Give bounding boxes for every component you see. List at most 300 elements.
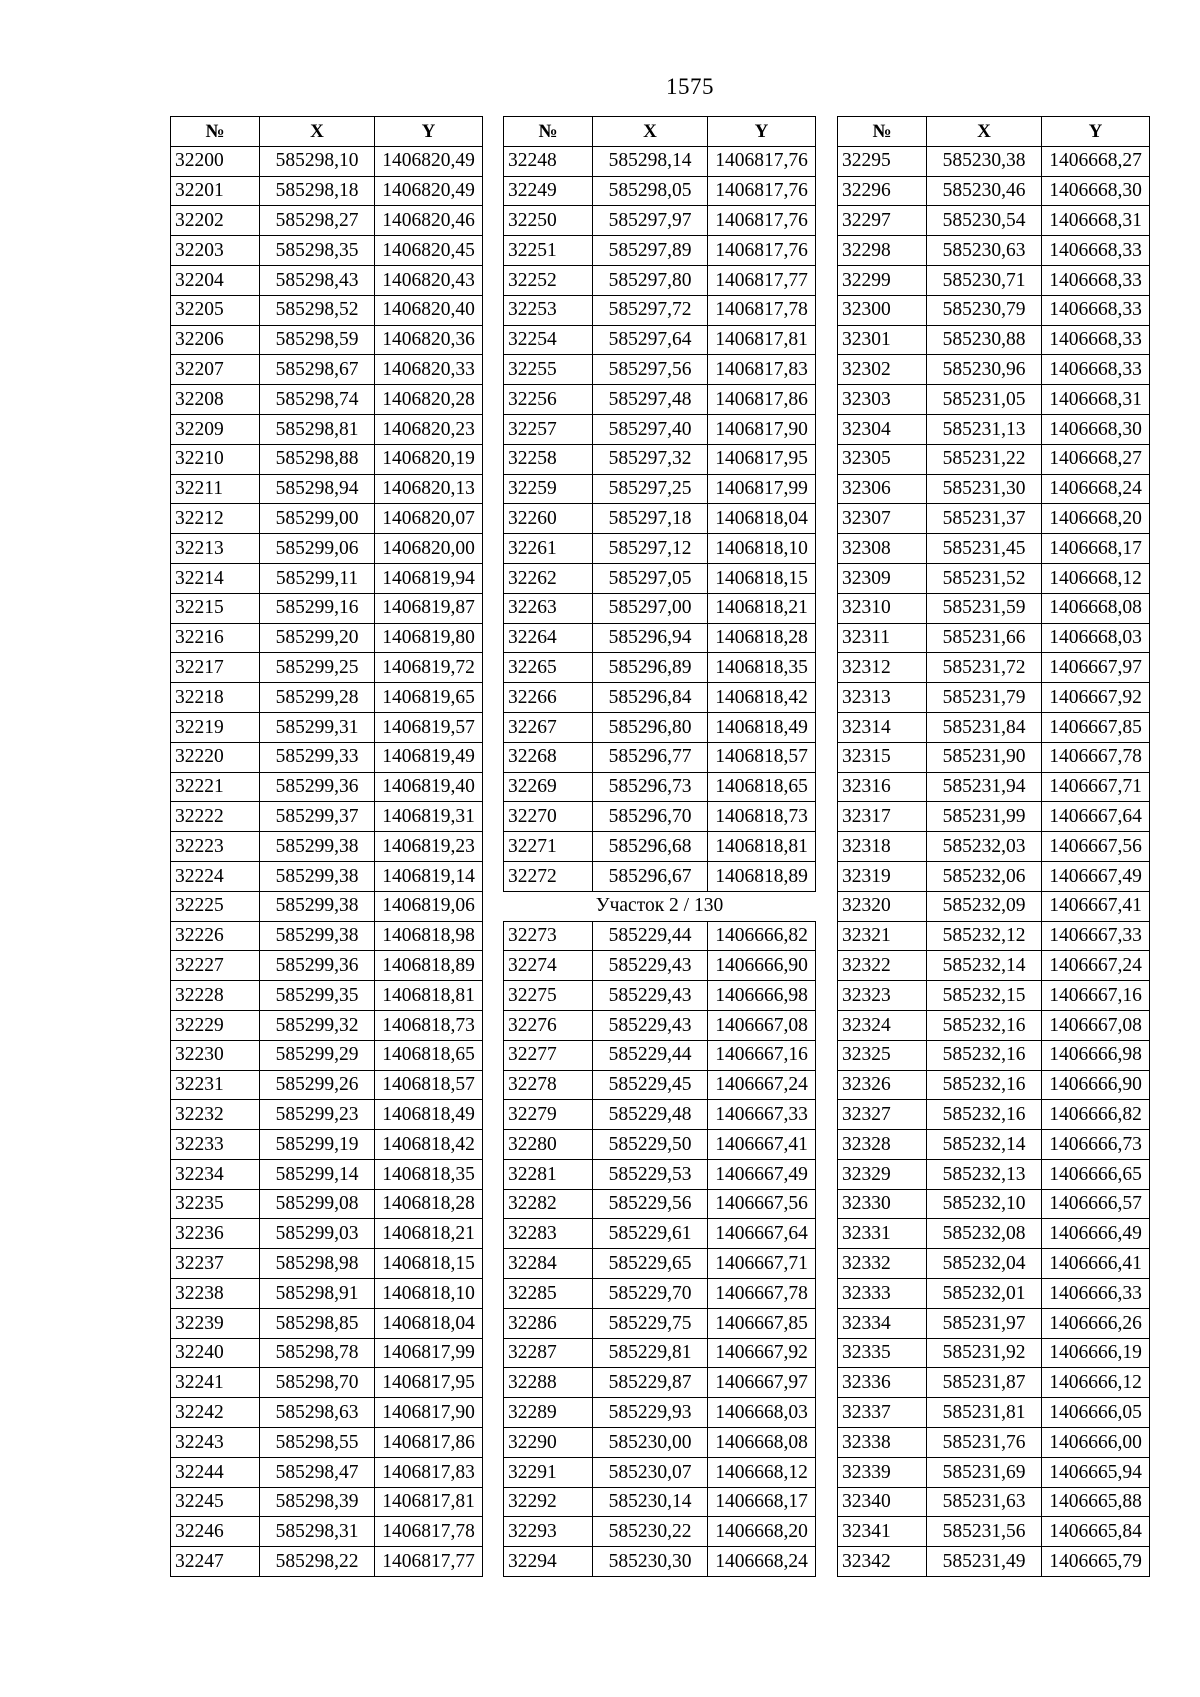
x-coordinate-cell: 585299,14: [260, 1159, 375, 1189]
table-row: [171, 1338, 483, 1368]
point-number-cell: 32337: [838, 1398, 927, 1428]
x-coordinate-cell: 585299,38: [260, 832, 375, 862]
x-coordinate-cell: 585231,90: [927, 742, 1042, 772]
x-coordinate-cell: 585229,44: [593, 921, 708, 951]
y-coordinate-cell: 1406819,49: [375, 742, 483, 772]
x-coordinate-cell: 585231,69: [927, 1457, 1042, 1487]
x-coordinate-cell: 585230,07: [593, 1457, 708, 1487]
y-coordinate-cell: 1406667,33: [1042, 921, 1150, 951]
y-coordinate-cell: 1406818,65: [708, 772, 816, 802]
y-coordinate-cell: 1406666,26: [1042, 1308, 1150, 1338]
y-coordinate-cell: 1406666,49: [1042, 1219, 1150, 1249]
y-coordinate-cell: 1406666,12: [1042, 1368, 1150, 1398]
x-coordinate-cell: 585231,13: [927, 414, 1042, 444]
x-coordinate-cell: 585230,00: [593, 1428, 708, 1458]
table-body: [838, 146, 1150, 1576]
table-row: [504, 861, 816, 891]
x-coordinate-cell: 585232,15: [927, 981, 1042, 1011]
y-coordinate-cell: 1406818,57: [375, 1070, 483, 1100]
point-number-cell: 32220: [171, 742, 260, 772]
table-row: [504, 176, 816, 206]
table-row: [838, 802, 1150, 832]
table-row: [504, 146, 816, 176]
point-number-cell: 32248: [504, 146, 593, 176]
point-number-cell: 32216: [171, 623, 260, 653]
x-coordinate-cell: 585299,16: [260, 593, 375, 623]
table-row: [171, 504, 483, 534]
x-coordinate-cell: 585231,30: [927, 474, 1042, 504]
table-row: [838, 534, 1150, 564]
point-number-cell: 32311: [838, 623, 927, 653]
y-coordinate-cell: 1406820,49: [375, 146, 483, 176]
point-number-cell: 32295: [838, 146, 927, 176]
table-row: [504, 1487, 816, 1517]
section-label: Участок 2 / 130: [504, 891, 816, 921]
x-coordinate-cell: 585297,05: [593, 563, 708, 593]
table-row: [838, 1547, 1150, 1577]
x-coordinate-cell: 585299,08: [260, 1189, 375, 1219]
table-row: [838, 1070, 1150, 1100]
point-number-cell: 32214: [171, 563, 260, 593]
x-coordinate-cell: 585296,84: [593, 683, 708, 713]
point-number-cell: 32224: [171, 861, 260, 891]
y-coordinate-cell: 1406666,98: [708, 981, 816, 1011]
x-coordinate-cell: 585230,46: [927, 176, 1042, 206]
point-number-cell: 32308: [838, 534, 927, 564]
table-row: [171, 1040, 483, 1070]
table-header-row: [504, 117, 816, 147]
y-coordinate-cell: 1406667,56: [1042, 832, 1150, 862]
y-coordinate-cell: 1406817,99: [375, 1338, 483, 1368]
y-coordinate-cell: 1406668,24: [1042, 474, 1150, 504]
x-coordinate-cell: 585230,79: [927, 295, 1042, 325]
y-coordinate-cell: 1406666,82: [1042, 1100, 1150, 1130]
y-coordinate-cell: 1406667,92: [1042, 683, 1150, 713]
x-coordinate-cell: 585230,22: [593, 1517, 708, 1547]
point-number-cell: 32318: [838, 832, 927, 862]
x-coordinate-cell: 585298,05: [593, 176, 708, 206]
point-number-cell: 32272: [504, 861, 593, 891]
y-coordinate-cell: 1406818,98: [375, 921, 483, 951]
x-coordinate-cell: 585297,80: [593, 265, 708, 295]
point-number-cell: 32227: [171, 951, 260, 981]
x-coordinate-cell: 585297,32: [593, 444, 708, 474]
point-number-cell: 32335: [838, 1338, 927, 1368]
table-row: [171, 712, 483, 742]
table-row: [504, 712, 816, 742]
table-row: [838, 772, 1150, 802]
point-number-cell: 32235: [171, 1189, 260, 1219]
y-coordinate-cell: 1406668,08: [1042, 593, 1150, 623]
table-row: [504, 1338, 816, 1368]
table-row: [838, 683, 1150, 713]
table-row: [171, 1219, 483, 1249]
table-row: [504, 236, 816, 266]
column-header-x: X: [593, 117, 708, 147]
x-coordinate-cell: 585298,81: [260, 414, 375, 444]
table-row: [838, 325, 1150, 355]
point-number-cell: 32226: [171, 921, 260, 951]
table-row: [504, 1070, 816, 1100]
x-coordinate-cell: 585232,16: [927, 1100, 1042, 1130]
point-number-cell: 32215: [171, 593, 260, 623]
x-coordinate-cell: 585299,03: [260, 1219, 375, 1249]
x-coordinate-cell: 585229,53: [593, 1159, 708, 1189]
y-coordinate-cell: 1406819,72: [375, 653, 483, 683]
point-number-cell: 32305: [838, 444, 927, 474]
point-number-cell: 32321: [838, 921, 927, 951]
point-number-cell: 32283: [504, 1219, 593, 1249]
table-row: [171, 325, 483, 355]
point-number-cell: 32213: [171, 534, 260, 564]
y-coordinate-cell: 1406668,33: [1042, 325, 1150, 355]
x-coordinate-cell: 585231,79: [927, 683, 1042, 713]
x-coordinate-cell: 585297,25: [593, 474, 708, 504]
table-row: [504, 1457, 816, 1487]
column-header-number: №: [838, 117, 927, 147]
y-coordinate-cell: 1406666,90: [708, 951, 816, 981]
point-number-cell: 32310: [838, 593, 927, 623]
table-row: [504, 504, 816, 534]
point-number-cell: 32221: [171, 772, 260, 802]
y-coordinate-cell: 1406666,90: [1042, 1070, 1150, 1100]
y-coordinate-cell: 1406819,40: [375, 772, 483, 802]
table-row: [504, 593, 816, 623]
point-number-cell: 32252: [504, 265, 593, 295]
point-number-cell: 32241: [171, 1368, 260, 1398]
x-coordinate-cell: 585231,45: [927, 534, 1042, 564]
point-number-cell: 32322: [838, 951, 927, 981]
point-number-cell: 32219: [171, 712, 260, 742]
x-coordinate-cell: 585229,61: [593, 1219, 708, 1249]
y-coordinate-cell: 1406668,20: [1042, 504, 1150, 534]
point-number-cell: 32316: [838, 772, 927, 802]
table-row: [171, 444, 483, 474]
point-number-cell: 32277: [504, 1040, 593, 1070]
y-coordinate-cell: 1406820,45: [375, 236, 483, 266]
x-coordinate-cell: 585298,52: [260, 295, 375, 325]
point-number-cell: 32273: [504, 921, 593, 951]
point-number-cell: 32200: [171, 146, 260, 176]
point-number-cell: 32279: [504, 1100, 593, 1130]
point-number-cell: 32243: [171, 1428, 260, 1458]
x-coordinate-cell: 585296,80: [593, 712, 708, 742]
table-row: [171, 921, 483, 951]
x-coordinate-cell: 585298,22: [260, 1547, 375, 1577]
point-number-cell: 32205: [171, 295, 260, 325]
y-coordinate-cell: 1406666,41: [1042, 1249, 1150, 1279]
x-coordinate-cell: 585297,18: [593, 504, 708, 534]
table-row: [171, 1398, 483, 1428]
y-coordinate-cell: 1406817,76: [708, 236, 816, 266]
y-coordinate-cell: 1406817,90: [708, 414, 816, 444]
y-coordinate-cell: 1406668,08: [708, 1428, 816, 1458]
table-row: [504, 414, 816, 444]
y-coordinate-cell: 1406667,71: [1042, 772, 1150, 802]
y-coordinate-cell: 1406817,77: [375, 1547, 483, 1577]
y-coordinate-cell: 1406818,89: [375, 951, 483, 981]
table-row: [504, 295, 816, 325]
x-coordinate-cell: 585229,75: [593, 1308, 708, 1338]
table-row: [171, 742, 483, 772]
point-number-cell: 32280: [504, 1130, 593, 1160]
x-coordinate-cell: 585232,06: [927, 861, 1042, 891]
table-row: [171, 355, 483, 385]
y-coordinate-cell: 1406818,15: [375, 1249, 483, 1279]
point-number-cell: 32229: [171, 1010, 260, 1040]
x-coordinate-cell: 585231,81: [927, 1398, 1042, 1428]
x-coordinate-cell: 585230,96: [927, 355, 1042, 385]
y-coordinate-cell: 1406820,33: [375, 355, 483, 385]
x-coordinate-cell: 585229,44: [593, 1040, 708, 1070]
x-coordinate-cell: 585297,48: [593, 385, 708, 415]
table-row: [171, 861, 483, 891]
point-number-cell: 32234: [171, 1159, 260, 1189]
x-coordinate-cell: 585298,85: [260, 1308, 375, 1338]
table-row: [504, 1040, 816, 1070]
y-coordinate-cell: 1406666,00: [1042, 1428, 1150, 1458]
y-coordinate-cell: 1406818,35: [375, 1159, 483, 1189]
coordinates-table-1: [170, 116, 483, 1577]
x-coordinate-cell: 585230,30: [593, 1547, 708, 1577]
point-number-cell: 32238: [171, 1279, 260, 1309]
table-row: [504, 1398, 816, 1428]
point-number-cell: 32282: [504, 1189, 593, 1219]
x-coordinate-cell: 585299,23: [260, 1100, 375, 1130]
x-coordinate-cell: 585231,76: [927, 1428, 1042, 1458]
y-coordinate-cell: 1406666,65: [1042, 1159, 1150, 1189]
y-coordinate-cell: 1406666,33: [1042, 1279, 1150, 1309]
x-coordinate-cell: 585299,38: [260, 861, 375, 891]
y-coordinate-cell: 1406820,23: [375, 414, 483, 444]
x-coordinate-cell: 585298,27: [260, 206, 375, 236]
table-row: [171, 534, 483, 564]
x-coordinate-cell: 585298,63: [260, 1398, 375, 1428]
y-coordinate-cell: 1406817,86: [375, 1428, 483, 1458]
table-row: [171, 1547, 483, 1577]
y-coordinate-cell: 1406666,73: [1042, 1130, 1150, 1160]
table-row: [504, 981, 816, 1011]
table-row: [504, 1249, 816, 1279]
table-row: [171, 981, 483, 1011]
table-row: [171, 1457, 483, 1487]
y-coordinate-cell: 1406818,81: [708, 832, 816, 862]
table-row: [171, 1010, 483, 1040]
table-row: [504, 1189, 816, 1219]
column-header-x: X: [260, 117, 375, 147]
y-coordinate-cell: 1406667,78: [1042, 742, 1150, 772]
table-row: [838, 1279, 1150, 1309]
y-coordinate-cell: 1406817,83: [708, 355, 816, 385]
point-number-cell: 32278: [504, 1070, 593, 1100]
x-coordinate-cell: 585232,13: [927, 1159, 1042, 1189]
table-row: [838, 712, 1150, 742]
y-coordinate-cell: 1406668,31: [1042, 385, 1150, 415]
y-coordinate-cell: 1406668,33: [1042, 295, 1150, 325]
point-number-cell: 32297: [838, 206, 927, 236]
y-coordinate-cell: 1406818,89: [708, 861, 816, 891]
x-coordinate-cell: 585232,04: [927, 1249, 1042, 1279]
x-coordinate-cell: 585231,66: [927, 623, 1042, 653]
column-header-y: Y: [708, 117, 816, 147]
x-coordinate-cell: 585229,81: [593, 1338, 708, 1368]
point-number-cell: 32296: [838, 176, 927, 206]
x-coordinate-cell: 585298,10: [260, 146, 375, 176]
y-coordinate-cell: 1406820,07: [375, 504, 483, 534]
y-coordinate-cell: 1406667,92: [708, 1338, 816, 1368]
y-coordinate-cell: 1406819,06: [375, 891, 483, 921]
table-row: [504, 474, 816, 504]
point-number-cell: 32333: [838, 1279, 927, 1309]
point-number-cell: 32301: [838, 325, 927, 355]
point-number-cell: 32253: [504, 295, 593, 325]
y-coordinate-cell: 1406817,76: [708, 176, 816, 206]
x-coordinate-cell: 585230,71: [927, 265, 1042, 295]
table-row: [504, 951, 816, 981]
x-coordinate-cell: 585231,99: [927, 802, 1042, 832]
x-coordinate-cell: 585229,50: [593, 1130, 708, 1160]
point-number-cell: 32251: [504, 236, 593, 266]
x-coordinate-cell: 585298,94: [260, 474, 375, 504]
point-number-cell: 32307: [838, 504, 927, 534]
y-coordinate-cell: 1406818,73: [375, 1010, 483, 1040]
table-row: [838, 653, 1150, 683]
x-coordinate-cell: 585230,88: [927, 325, 1042, 355]
point-number-cell: 32256: [504, 385, 593, 415]
table-row: [838, 146, 1150, 176]
y-coordinate-cell: 1406817,90: [375, 1398, 483, 1428]
x-coordinate-cell: 585230,63: [927, 236, 1042, 266]
table-row: [171, 265, 483, 295]
point-number-cell: 32228: [171, 981, 260, 1011]
table-row: [171, 1279, 483, 1309]
table-row: [838, 236, 1150, 266]
x-coordinate-cell: 585296,68: [593, 832, 708, 862]
point-number-cell: 32286: [504, 1308, 593, 1338]
x-coordinate-cell: 585231,87: [927, 1368, 1042, 1398]
y-coordinate-cell: 1406668,33: [1042, 265, 1150, 295]
table-row: [504, 1130, 816, 1160]
point-number-cell: 32269: [504, 772, 593, 802]
y-coordinate-cell: 1406668,12: [708, 1457, 816, 1487]
y-coordinate-cell: 1406820,19: [375, 444, 483, 474]
table-row: [504, 653, 816, 683]
table-row: [504, 772, 816, 802]
y-coordinate-cell: 1406668,30: [1042, 176, 1150, 206]
table-header-row: [838, 117, 1150, 147]
point-number-cell: 32330: [838, 1189, 927, 1219]
y-coordinate-cell: 1406668,12: [1042, 563, 1150, 593]
x-coordinate-cell: 585296,73: [593, 772, 708, 802]
table-row: [504, 623, 816, 653]
y-coordinate-cell: 1406820,00: [375, 534, 483, 564]
y-coordinate-cell: 1406818,04: [708, 504, 816, 534]
point-number-cell: 32239: [171, 1308, 260, 1338]
point-number-cell: 32247: [171, 1547, 260, 1577]
x-coordinate-cell: 585298,35: [260, 236, 375, 266]
x-coordinate-cell: 585298,88: [260, 444, 375, 474]
table-row: [504, 534, 816, 564]
table-row: [504, 265, 816, 295]
y-coordinate-cell: 1406667,97: [1042, 653, 1150, 683]
column-header-y: Y: [375, 117, 483, 147]
table-row: [838, 414, 1150, 444]
table-row: [838, 1338, 1150, 1368]
point-number-cell: 32291: [504, 1457, 593, 1487]
table-row: [838, 355, 1150, 385]
point-number-cell: 32268: [504, 742, 593, 772]
point-number-cell: 32208: [171, 385, 260, 415]
table-row: [171, 1368, 483, 1398]
point-number-cell: 32249: [504, 176, 593, 206]
y-coordinate-cell: 1406817,99: [708, 474, 816, 504]
x-coordinate-cell: 585299,06: [260, 534, 375, 564]
y-coordinate-cell: 1406666,98: [1042, 1040, 1150, 1070]
point-number-cell: 32225: [171, 891, 260, 921]
y-coordinate-cell: 1406820,43: [375, 265, 483, 295]
table-row: [838, 385, 1150, 415]
table-row: [171, 146, 483, 176]
x-coordinate-cell: 585298,74: [260, 385, 375, 415]
x-coordinate-cell: 585299,29: [260, 1040, 375, 1070]
y-coordinate-cell: 1406665,88: [1042, 1487, 1150, 1517]
x-coordinate-cell: 585231,63: [927, 1487, 1042, 1517]
table-row: [504, 355, 816, 385]
y-coordinate-cell: 1406667,24: [1042, 951, 1150, 981]
x-coordinate-cell: 585297,40: [593, 414, 708, 444]
point-number-cell: 32255: [504, 355, 593, 385]
point-number-cell: 32329: [838, 1159, 927, 1189]
table-row: [504, 563, 816, 593]
point-number-cell: 32325: [838, 1040, 927, 1070]
point-number-cell: 32275: [504, 981, 593, 1011]
table-row: [504, 832, 816, 862]
x-coordinate-cell: 585229,48: [593, 1100, 708, 1130]
x-coordinate-cell: 585297,72: [593, 295, 708, 325]
x-coordinate-cell: 585232,16: [927, 1040, 1042, 1070]
x-coordinate-cell: 585296,70: [593, 802, 708, 832]
y-coordinate-cell: 1406818,21: [708, 593, 816, 623]
y-coordinate-cell: 1406817,76: [708, 206, 816, 236]
x-coordinate-cell: 585231,97: [927, 1308, 1042, 1338]
point-number-cell: 32302: [838, 355, 927, 385]
y-coordinate-cell: 1406668,27: [1042, 444, 1150, 474]
y-coordinate-cell: 1406817,95: [375, 1368, 483, 1398]
y-coordinate-cell: 1406668,27: [1042, 146, 1150, 176]
y-coordinate-cell: 1406817,76: [708, 146, 816, 176]
y-coordinate-cell: 1406667,64: [1042, 802, 1150, 832]
table-row: [171, 474, 483, 504]
y-coordinate-cell: 1406667,85: [708, 1308, 816, 1338]
table-row: [504, 802, 816, 832]
y-coordinate-cell: 1406819,23: [375, 832, 483, 862]
y-coordinate-cell: 1406818,15: [708, 563, 816, 593]
y-coordinate-cell: 1406817,81: [375, 1487, 483, 1517]
y-coordinate-cell: 1406817,77: [708, 265, 816, 295]
point-number-cell: 32250: [504, 206, 593, 236]
y-coordinate-cell: 1406819,14: [375, 861, 483, 891]
point-number-cell: 32264: [504, 623, 593, 653]
x-coordinate-cell: 585230,54: [927, 206, 1042, 236]
table-row: [838, 1428, 1150, 1458]
table-header-row: [171, 117, 483, 147]
table-row: [504, 1368, 816, 1398]
table-row: [838, 1219, 1150, 1249]
point-number-cell: 32327: [838, 1100, 927, 1130]
table-row: [171, 1130, 483, 1160]
table-row: [171, 653, 483, 683]
point-number-cell: 32271: [504, 832, 593, 862]
